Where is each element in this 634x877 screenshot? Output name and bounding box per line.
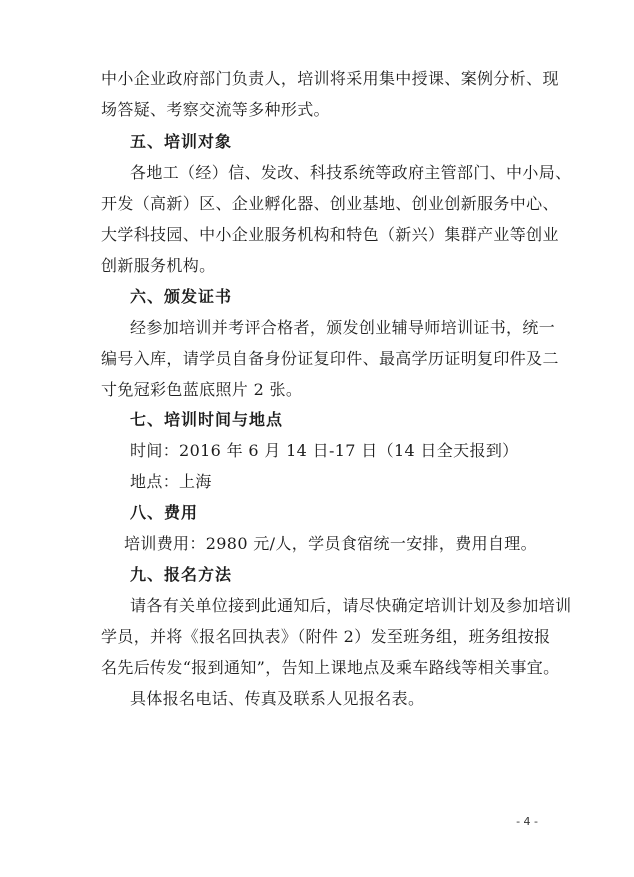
section-9-line-1: 请各有关单位接到此通知后，请尽快确定培训计划及参加培训 xyxy=(130,596,572,615)
intro-line-2: 场答疑、考察交流等多种形式。 xyxy=(101,100,330,119)
section-8-fee: 培训费用：2980 元/人，学员食宿统一安排，费用自理。 xyxy=(124,534,537,553)
section-5-line-4: 创新服务机构。 xyxy=(101,256,216,275)
intro-line-1: 中小企业政府部门负责人，培训将采用集中授课、案例分析、现 xyxy=(101,69,559,88)
section-6-line-2: 编号入库，请学员自备身份证复印件、最高学历证明复印件及二 xyxy=(101,349,559,368)
section-5-line-1: 各地工（经）信、发改、科技系统等政府主管部门、中小局、 xyxy=(130,163,572,182)
section-6-line-3: 寸免冠彩色蓝底照片 2 张。 xyxy=(101,380,303,399)
section-9-line-3: 名先后传发“报到通知”，告知上课地点及乘车路线等相关事宜。 xyxy=(101,658,560,677)
section-7-heading: 七、培训时间与地点 xyxy=(130,410,284,429)
page-number: - 4 - xyxy=(516,815,538,828)
section-5-line-3: 大学科技园、中小企业服务机构和特色（新兴）集群产业等创业 xyxy=(101,225,559,244)
section-5-line-2: 开发（高新）区、企业孵化器、创业基地、创业创新服务中心、 xyxy=(101,194,559,213)
section-5-heading: 五、培训对象 xyxy=(130,132,233,151)
section-6-heading: 六、颁发证书 xyxy=(130,287,233,306)
section-9-line-4: 具体报名电话、传真及联系人见报名表。 xyxy=(130,689,425,708)
section-6-line-1: 经参加培训并考评合格者，颁发创业辅导师培训证书，统一 xyxy=(130,318,556,337)
section-9-heading: 九、报名方法 xyxy=(130,565,233,584)
section-7-place: 地点：上海 xyxy=(130,472,212,491)
section-9-line-2: 学员，并将《报名回执表》（附件 2）发至班务组，班务组按报 xyxy=(101,627,551,646)
section-7-time: 时间：2016 年 6 月 14 日-17 日（14 日全天报到） xyxy=(130,441,519,460)
section-8-heading: 八、费用 xyxy=(130,503,199,522)
